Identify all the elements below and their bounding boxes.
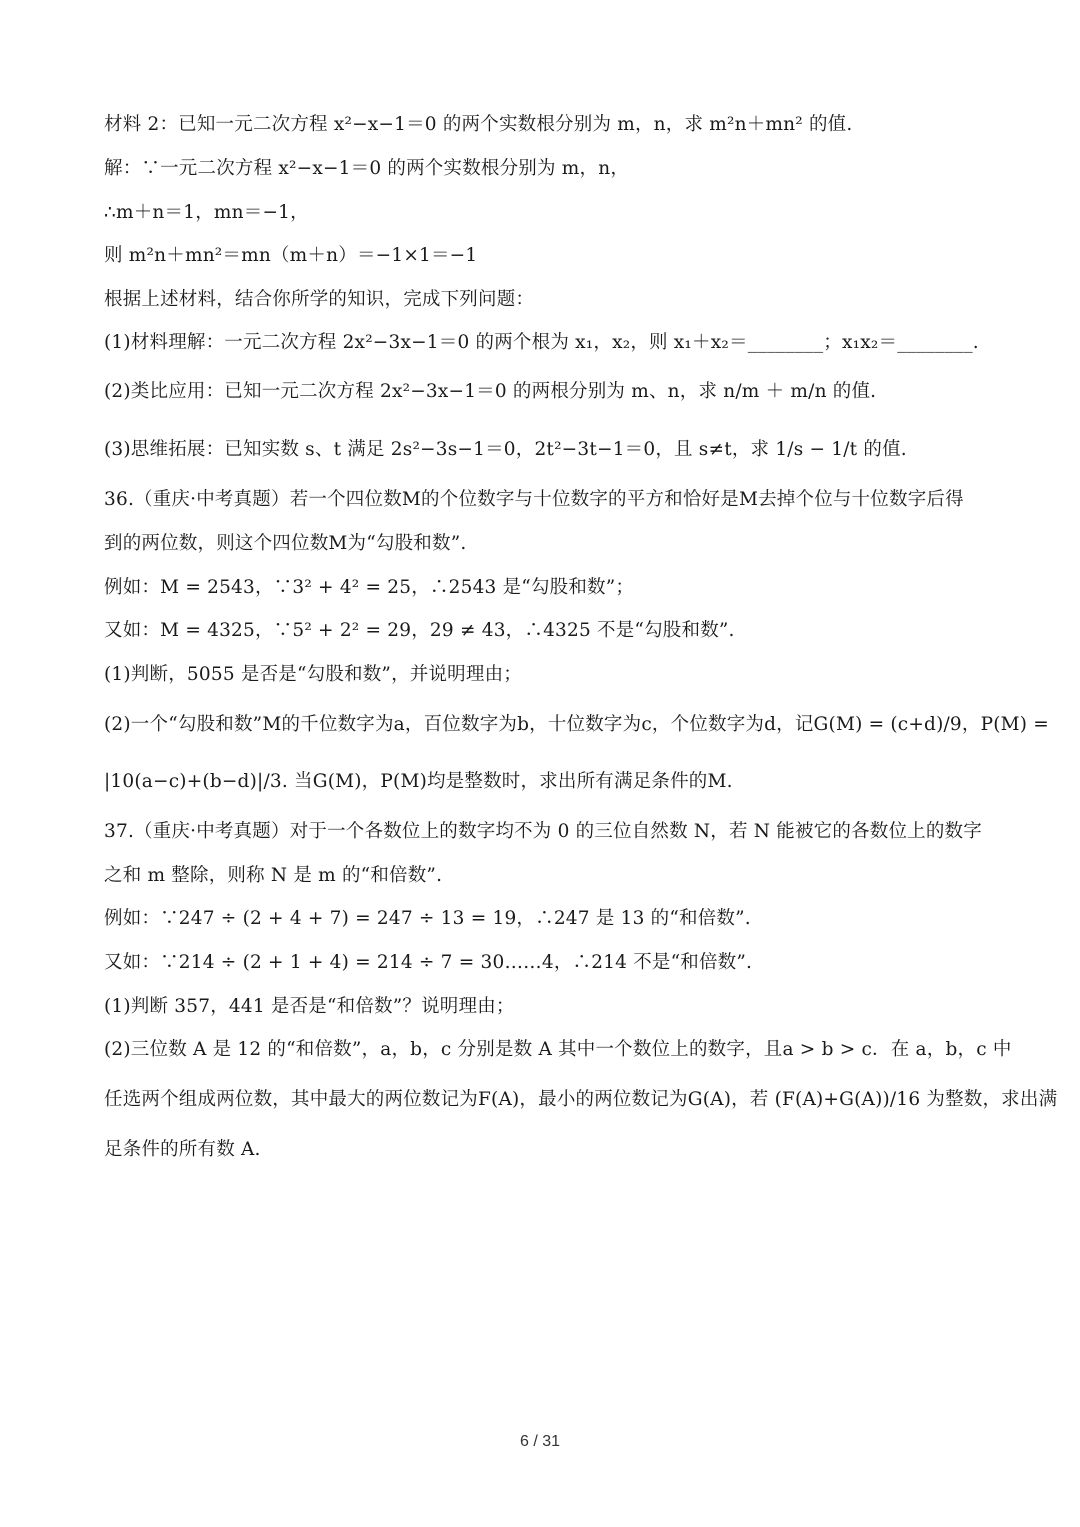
question-36-example-2: 又如：M = 4325，∵5² + 2² = 29，29 ≠ 43，∴4325 不是“勾股和数”. — [104, 620, 735, 641]
question-36-part-2-line-1: (2)一个“勾股和数”M的千位数字为a，百位数字为b，十位数字为c，个位数字为d，记G(M) = (c+d)/9，P(M) = — [104, 714, 1050, 735]
question-36-line-2: 到的两位数，则这个四位数M为“勾股和数”. — [104, 533, 467, 554]
question-36-example-1: 例如：M = 2543，∵3² + 4² = 25，∴2543 是“勾股和数”； — [104, 577, 635, 598]
solution-line-1: 解：∵一元二次方程 x²−x−1＝0 的两个实数根分别为 m，n， — [104, 158, 630, 179]
question-36-part-1: (1)判断，5055 是否是“勾股和数”，并说明理由； — [104, 664, 522, 685]
question-35-part-1: (1)材料理解：一元二次方程 2x²−3x−1＝0 的两个根为 x₁，x₂，则 x₁＋x₂＝________；x₁x₂＝________. — [104, 332, 979, 353]
solution-line-3: 则 m²n＋mn²＝mn（m＋n）＝−1×1＝−1 — [104, 245, 478, 266]
instruction-line: 根据上述材料，结合你所学的知识，完成下列问题： — [104, 289, 535, 310]
question-37-line-1: 37.（重庆·中考真题）对于一个各数位上的数字均不为 0 的三位自然数 N，若 N 能被它的各数位上的数字 — [104, 821, 982, 842]
question-36-line-1: 36.（重庆·中考真题）若一个四位数M的个位数字与十位数字的平方和恰好是M去掉个位与十位数字后得 — [104, 489, 964, 510]
page-number: 6 / 31 — [519, 1433, 561, 1450]
question-37-part-2-line-2: 任选两个组成两位数，其中最大的两位数记为F(A)，最小的两位数记为G(A)，若 (F(A)+G(A))/16 为整数，求出满 — [104, 1089, 1058, 1110]
material-2-statement: 材料 2：已知一元二次方程 x²−x−1＝0 的两个实数根分别为 m，n，求 m²n＋mn² 的值. — [104, 114, 853, 135]
question-36-part-2-line-2: |10(a−c)+(b−d)|/3. 当G(M)，P(M)均是整数时，求出所有满足条件的M. — [104, 771, 733, 792]
question-37-line-2: 之和 m 整除，则称 N 是 m 的“和倍数”. — [104, 865, 443, 886]
question-35-part-2: (2)类比应用：已知一元二次方程 2x²−3x−1＝0 的两根分别为 m、n，求 n/m ＋ m/n 的值. — [104, 381, 877, 402]
question-35-part-3: (3)思维拓展：已知实数 s、t 满足 2s²−3s−1＝0，2t²−3t−1＝0，且 s≠t，求 1/s − 1/t 的值. — [104, 439, 907, 460]
question-37-part-2-line-1: (2)三位数 A 是 12 的“和倍数”，a，b，c 分别是数 A 其中一个数位上的数字，且a > b > c．在 a，b，c 中 — [104, 1039, 1012, 1060]
question-37-example-2: 又如：∵214 ÷ (2 + 1 + 4) = 214 ÷ 7 = 30……4，∴214 不是“和倍数”. — [104, 952, 753, 973]
question-37-part-2-line-3: 足条件的所有数 A. — [104, 1139, 261, 1160]
question-37-example-1: 例如：∵247 ÷ (2 + 4 + 7) = 247 ÷ 13 = 19，∴247 是 13 的“和倍数”. — [104, 908, 751, 929]
solution-line-2: ∴m＋n＝1，mn＝−1， — [104, 202, 309, 223]
question-37-part-1: (1)判断 357，441 是否是“和倍数”？说明理由； — [104, 996, 515, 1017]
